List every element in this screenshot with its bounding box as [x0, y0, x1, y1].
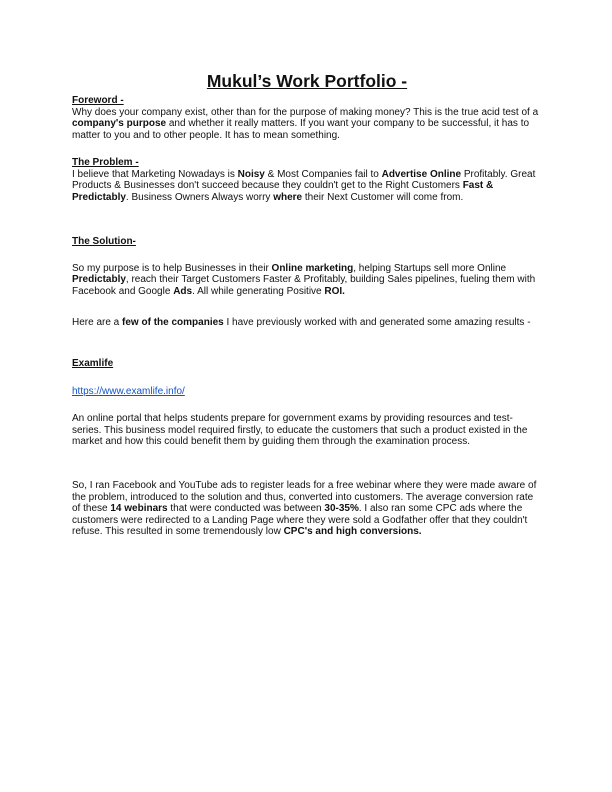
foreword-section: [72, 95, 542, 141]
text: I have previously worked with and generated some amazing results -: [223, 317, 531, 328]
bold-text: Noisy: [237, 168, 265, 180]
examlife-link-block: [72, 386, 542, 398]
foreword-paragraph: [72, 107, 542, 142]
problem-section: [72, 157, 542, 203]
text: So my purpose is to help Businesses in their: [72, 262, 272, 274]
page-title: Mukul’s Work Portfolio -: [206, 71, 408, 91]
text: I believe that Marketing Nowadays is: [72, 168, 238, 180]
text: Why does your company exist, other than for the purpose of making money? This is the true acid test of a: [72, 106, 539, 118]
text: . Business Owners Always worry: [125, 191, 274, 203]
solution-heading: The Solution-: [72, 236, 136, 247]
bold-text: where: [273, 191, 303, 203]
solution-paragraph: [72, 263, 542, 298]
text: . All while generating Positive: [192, 285, 325, 297]
text: , helping Startups sell more Online: [353, 262, 507, 274]
text: their Next Customer will come from.: [302, 191, 464, 203]
bold-text: Online marketing: [271, 262, 354, 274]
bold-text: Ads: [173, 285, 193, 297]
bold-text: 14 webinars: [110, 503, 168, 515]
text: Here are a: [72, 317, 123, 328]
text: Profitably. Great Products & Businesses don't succeed because they couldn't get to the Right Customers: [72, 168, 536, 192]
solution-section: [72, 236, 542, 297]
examlife-heading: Examlife: [72, 358, 114, 369]
examlife-description: An online portal that helps students prepare for government exams by providing resources and test-series. This business model required firstly, to educate the customers that such a product existed in the market and how this could benefit them by guiding them through the examination process.: [72, 413, 528, 448]
examlife-results-paragraph: [72, 480, 542, 538]
intro-paragraph: [72, 317, 542, 329]
text: that were conducted was between: [167, 503, 325, 515]
examlife-heading-block: [72, 358, 542, 370]
problem-paragraph: [72, 169, 542, 204]
bold-text: Fast & Predictably: [72, 180, 494, 203]
foreword-heading: Foreword -: [72, 95, 124, 106]
bold-text: CPC's and high conversions.: [283, 526, 422, 538]
bold-text: few of the companies: [122, 317, 224, 328]
text: and whether it really matters. If you want your company to be successful, it has to matter to you and to other people. It has to mean something.: [72, 118, 530, 141]
bold-text: ROI.: [324, 285, 345, 297]
problem-heading: The Problem -: [72, 157, 139, 168]
bold-text: Predictably: [72, 274, 126, 286]
text: . I also ran some CPC ads where the customers were redirected to a Landing Page where they were sold a Godfather offer that they couldn't refuse. This resulted in some tremendously low: [72, 503, 528, 538]
examlife-link[interactable]: https://www.examlife.info/: [72, 386, 185, 397]
bold-text: Advertise Online: [381, 168, 462, 180]
text: So, I ran Facebook and YouTube ads to register leads for a free webinar where they were made aware of the problem, introduced to the solution and thus, converted into customers. The average conversion rate of these: [72, 480, 537, 515]
text: & Most Companies fail to: [264, 168, 382, 180]
bold-text: company's purpose: [72, 118, 167, 130]
bold-text: 30-35%: [324, 503, 359, 515]
text: , reach their Target Customers Faster & Profitably, building Sales pipelines, fueling them with Facebook and Google: [72, 274, 536, 297]
